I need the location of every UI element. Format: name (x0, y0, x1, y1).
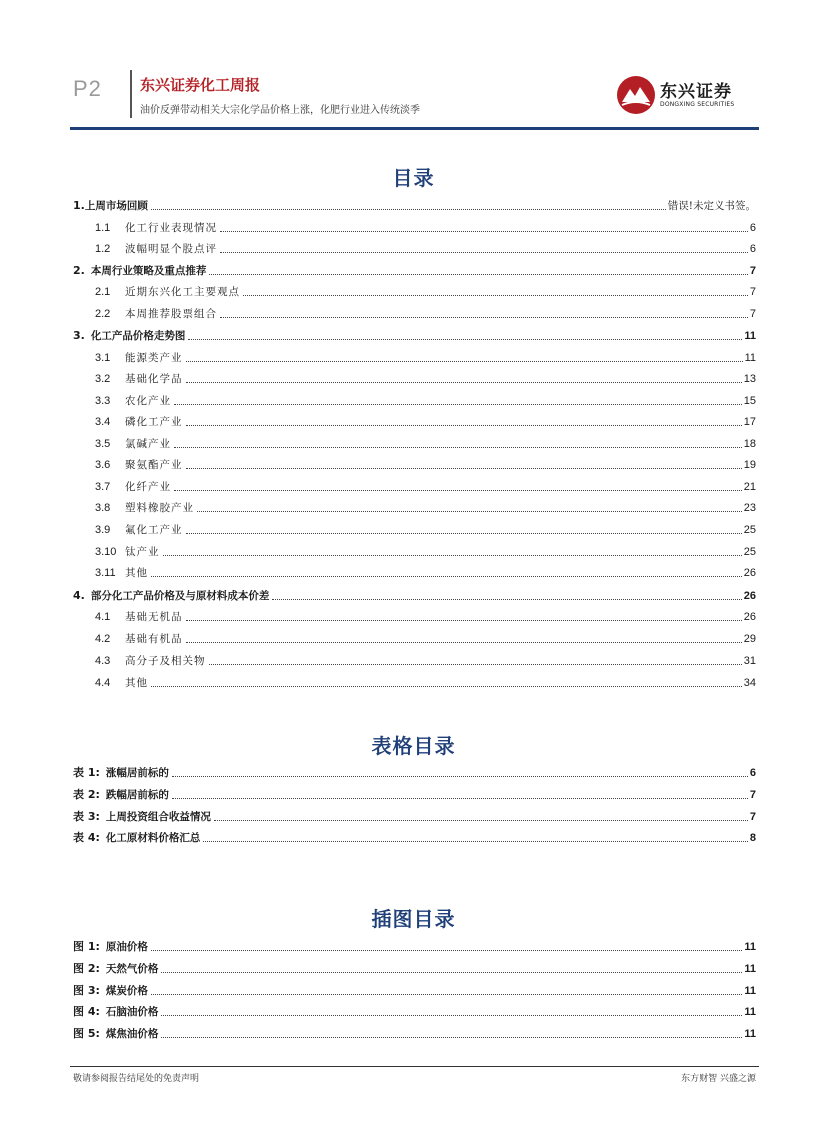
figure-entry[interactable] (73, 984, 756, 998)
dot-leader (186, 642, 742, 643)
toc-entry-page: 26 (743, 567, 756, 579)
toc-entry-page: 17 (743, 416, 756, 428)
toc-entry-page: 31 (743, 655, 756, 667)
report-subtitle: 油价反弹带动相关大宗化学品价格上涨，化肥行业进入传统淡季 (140, 105, 420, 116)
toc-entry[interactable] (95, 221, 756, 235)
figure-entry-label: 煤炭价格 (105, 985, 148, 997)
dot-leader (220, 317, 748, 318)
toc-entry[interactable] (95, 501, 756, 515)
figure-entry-number: 图 2: (73, 962, 100, 975)
toc-entry-number: 1.1 (95, 222, 111, 234)
dot-leader (203, 841, 747, 842)
toc-entry-page: 26 (743, 611, 756, 623)
dot-leader (209, 274, 748, 275)
toc-entry[interactable] (95, 480, 756, 494)
toc-entry-page: 34 (743, 677, 756, 689)
toc-entry[interactable] (95, 307, 756, 321)
table-entry-label: 跌幅居前标的 (105, 789, 169, 801)
dot-leader (161, 1037, 742, 1038)
dot-leader (151, 576, 742, 577)
toc-entry-number: 3. (73, 329, 85, 342)
toc-entry-page: 18 (743, 438, 756, 450)
dot-leader (188, 339, 742, 340)
table-entry-page: 7 (749, 789, 756, 801)
toc-entry-label: 基础化学品 (125, 373, 183, 385)
toc-entry-page: 25 (743, 524, 756, 536)
toc-entry-page: 13 (743, 373, 756, 385)
dot-leader (220, 231, 748, 232)
header-divider (130, 70, 132, 118)
dot-leader (186, 620, 742, 621)
figure-entry-page: 11 (744, 963, 756, 975)
dot-leader (161, 1015, 742, 1016)
dot-leader (186, 382, 742, 383)
toc-entry-page: 19 (743, 459, 756, 471)
toc-entry-page: 21 (743, 481, 756, 493)
toc-entry-label: 本周行业策略及重点推荐 (90, 265, 207, 277)
dot-leader (186, 361, 743, 362)
toc-entry-label: 其他 (125, 567, 148, 579)
toc-entry-page: 23 (743, 502, 756, 514)
toc-entry-label: 近期东兴化工主要观点 (125, 286, 240, 298)
table-entry[interactable] (73, 810, 756, 824)
figure-entry-label: 天然气价格 (105, 963, 159, 975)
table-entry-number: 表 3: (73, 810, 100, 823)
toc-entry-number: 4.2 (95, 633, 111, 645)
dot-leader (151, 994, 742, 995)
toc-entry[interactable] (95, 415, 756, 429)
dot-leader (209, 664, 742, 665)
logo-mark-icon (616, 75, 656, 115)
toc-title: 目录 (392, 166, 435, 190)
toc-entry-number: 3.5 (95, 438, 111, 450)
disclaimer-note: 敬请参阅报告结尾处的免责声明 (73, 1074, 200, 1084)
toc-entry-label: 部分化工产品价格及与原材料成本价差 (90, 590, 270, 602)
toc-entry[interactable] (73, 264, 756, 278)
toc-entry-label: 农化产业 (125, 395, 171, 407)
table-entry-page: 7 (749, 811, 756, 823)
toc-entry-label: 化工产品价格走势图 (90, 330, 186, 342)
toc-entry-label: 钛产业 (125, 546, 160, 558)
toc-entry-label: 能源类产业 (125, 352, 183, 364)
header-rule (70, 127, 759, 130)
toc-entry-label: 基础有机品 (125, 633, 183, 645)
toc-entry-page: 7 (749, 308, 756, 320)
figure-entry-page: 11 (744, 985, 756, 997)
dot-leader (163, 555, 742, 556)
toc-entry-number: 3.10 (95, 546, 117, 558)
toc-entry-label: 基础无机品 (125, 611, 183, 623)
toc-entry-number: 3.9 (95, 524, 111, 536)
figure-entry[interactable] (73, 1005, 756, 1019)
dot-leader (220, 252, 748, 253)
toc-entry[interactable] (95, 654, 756, 668)
figure-entry-number: 图 3: (73, 984, 100, 997)
toc-entry-number: 2. (73, 264, 85, 277)
toc-entry-label: 高分子及相关物 (125, 655, 206, 667)
dot-leader (186, 425, 742, 426)
toc-entry[interactable] (73, 329, 756, 343)
dot-leader (151, 950, 742, 951)
toc-entry-number: 3.2 (95, 373, 111, 385)
table-entry[interactable] (73, 766, 756, 780)
toc-entry-page: 7 (749, 265, 756, 277)
dot-leader (151, 686, 742, 687)
toc-entry[interactable] (95, 566, 756, 580)
table-entry-number: 表 2: (73, 788, 100, 801)
figure-entry-label: 煤焦油价格 (105, 1028, 159, 1040)
toc-entry-page: 25 (743, 546, 756, 558)
toc-entry[interactable] (73, 199, 756, 213)
toc-entry[interactable] (95, 394, 756, 408)
dot-leader (197, 511, 742, 512)
dot-leader (172, 798, 748, 799)
figure-entry-number: 图 1: (73, 940, 100, 953)
logo-english: DONGXING SECURITIES (660, 101, 735, 108)
toc-entry-number: 4.1 (95, 611, 111, 623)
dot-leader (272, 599, 741, 600)
toc-entry-number: 2.2 (95, 308, 111, 320)
logo-name: 东兴证券 (660, 82, 732, 102)
toc-entry-label: 氯碱产业 (125, 438, 171, 450)
toc-entry-number: 2.1 (95, 286, 111, 298)
toc-entry[interactable] (95, 242, 756, 256)
toc-entry-page: 错误!未定义书签。 (667, 200, 756, 212)
toc-entry-label: 化纤产业 (125, 481, 171, 493)
figure-list-title: 插图目录 (371, 907, 456, 931)
toc-entry[interactable] (95, 610, 756, 624)
toc-entry[interactable] (95, 676, 756, 690)
toc-entry-number: 4.3 (95, 655, 111, 667)
table-entry-number: 表 1: (73, 766, 100, 779)
dot-leader (161, 972, 742, 973)
figure-entry-label: 原油价格 (105, 941, 148, 953)
table-entry-page: 8 (749, 832, 756, 844)
toc-entry[interactable] (95, 545, 756, 559)
dot-leader (186, 468, 742, 469)
toc-entry-number: 3.3 (95, 395, 111, 407)
dot-leader (151, 209, 666, 210)
figure-entry[interactable] (73, 940, 756, 954)
toc-entry-label: 磷化工产业 (125, 416, 183, 428)
dot-leader (174, 447, 742, 448)
dot-leader (214, 820, 748, 821)
toc-entry-page: 26 (743, 590, 756, 602)
toc-entry[interactable] (95, 372, 756, 386)
dot-leader (243, 295, 748, 296)
toc-entry-label: 其他 (125, 677, 148, 689)
figure-entry-page: 11 (744, 1006, 756, 1018)
toc-entry-number: 3.4 (95, 416, 111, 428)
toc-entry[interactable] (95, 523, 756, 537)
dot-leader (174, 404, 742, 405)
table-entry[interactable] (73, 788, 756, 802)
figure-entry[interactable] (73, 1027, 756, 1041)
toc-entry-page: 11 (744, 352, 756, 364)
toc-entry-page: 15 (743, 395, 756, 407)
table-entry-page: 6 (749, 767, 756, 779)
toc-entry-number: 3.7 (95, 481, 111, 493)
toc-entry-label: 本周推荐股票组合 (125, 308, 217, 320)
toc-entry-number: 3.6 (95, 459, 111, 471)
toc-entry-page: 7 (749, 286, 756, 298)
report-title: 东兴证券化工周报 (140, 76, 261, 94)
toc-entry[interactable] (95, 437, 756, 451)
table-list-title: 表格目录 (371, 734, 456, 758)
figure-entry-number: 图 5: (73, 1027, 100, 1040)
toc-entry-page: 6 (749, 222, 756, 234)
toc-entry-page: 29 (743, 633, 756, 645)
figure-entry[interactable] (73, 962, 756, 976)
toc-entry[interactable] (95, 285, 756, 299)
toc-entry-label: 化工行业表现情况 (125, 222, 217, 234)
company-logo (616, 74, 746, 116)
toc-entry-number: 4. (73, 589, 85, 602)
dot-leader (174, 490, 742, 491)
toc-entry-label: 聚氨酯产业 (125, 459, 183, 471)
toc-entry-number: 1. (73, 199, 85, 212)
table-entry-number: 表 4: (73, 831, 100, 844)
figure-entry-page: 11 (744, 941, 756, 953)
toc-entry-page: 6 (749, 243, 756, 255)
toc-entry-label: 波幅明显个股点评 (125, 243, 217, 255)
table-entry-label: 化工原材料价格汇总 (105, 832, 201, 844)
toc-entry-number: 3.8 (95, 502, 111, 514)
table-entry[interactable] (73, 831, 756, 845)
toc-entry-label: 氟化工产业 (125, 524, 183, 536)
dot-leader (186, 533, 742, 534)
toc-entry[interactable] (95, 351, 756, 365)
page-number: P2 (73, 76, 102, 101)
toc-entry-label: 上周市场回顾 (84, 200, 148, 212)
toc-entry[interactable] (95, 632, 756, 646)
figure-entry-page: 11 (744, 1028, 756, 1040)
table-entry-label: 涨幅居前标的 (105, 767, 169, 779)
footer-slogan: 东方财智 兴盛之源 (681, 1074, 756, 1084)
figure-entry-number: 图 4: (73, 1005, 100, 1018)
toc-entry-number: 3.11 (95, 567, 116, 579)
dot-leader (172, 776, 748, 777)
toc-entry-number: 3.1 (95, 352, 111, 364)
toc-entry[interactable] (95, 458, 756, 472)
figure-entry-label: 石脑油价格 (105, 1006, 159, 1018)
toc-entry-page: 11 (744, 330, 756, 342)
toc-entry-number: 1.2 (95, 243, 111, 255)
toc-entry-number: 4.4 (95, 677, 111, 689)
toc-entry[interactable] (73, 589, 756, 603)
footer-rule (70, 1066, 759, 1067)
toc-entry-label: 塑料橡胶产业 (125, 502, 194, 514)
table-entry-label: 上周投资组合收益情况 (105, 811, 211, 823)
